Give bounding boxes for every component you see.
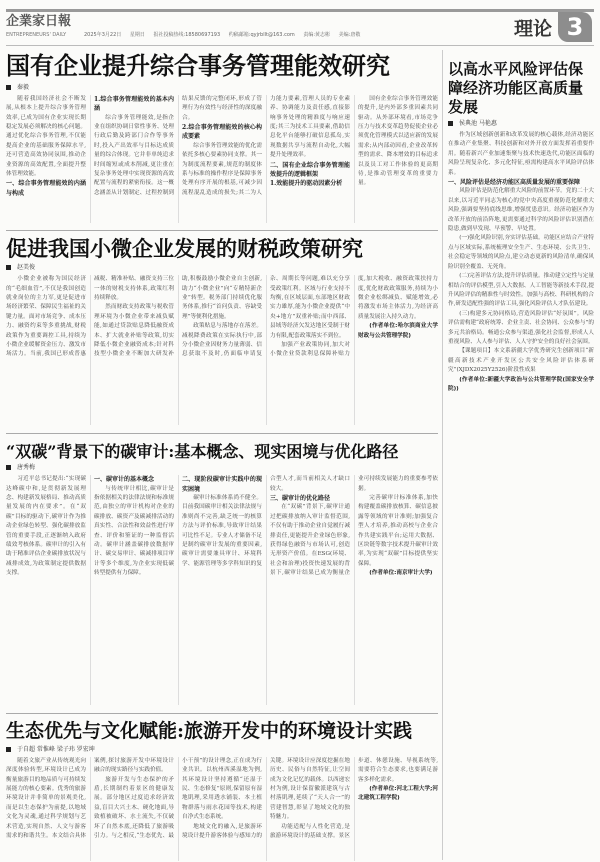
sidebar-article [448,60,594,860]
issue-date: 2025年3月22日 [84,32,122,38]
paragraph: 【课题项目】本文系新疆大学优秀研究生创新项目“新疆高新技术产业开发区公共安全风险评估体系研究”(XJDX2025Y2526)阶段性成果 [448,348,594,374]
article-divider [6,230,438,231]
sidebar-byline [448,120,594,128]
article-body [6,95,438,223]
article-body [6,275,438,425]
header-divider [6,45,594,46]
subheading: 1.综合事务管理能效的基本内涵 [94,95,174,113]
author: 侯典池 马艳惠 [459,120,497,127]
subheading: 1.效能提升的驱动因素分析 [270,180,343,188]
issue-weekday: 星期日 [129,32,145,38]
submission-email: 约稿邮箱:qyjrbllt@163.com [228,32,295,38]
article-byline [6,746,438,754]
paragraph: 地域文化的融入,是旅游环境设计提升游客体验与感知力的关键。环境设计应深度挖掘在地历史、民俗与自然特征,让空间成为文化记忆的载体。以西递宏村为例,设计保留徽派建筑与古村落肌理,延续了“天人合一”的营建智慧,彰显了地域文化的独特魅力。 [182,757,350,840]
article-title: “双碳”背景下的碳审计:基本概念、现实困境与优化路径 [6,442,399,461]
section-title: 理论 [513,18,552,40]
subheading: 二、现阶段碳审计实践中的现实困境 [182,476,262,493]
author: 于自超 常惟峰 梁子玮 罗宏坤 [17,745,95,753]
article-title: 生态优先与文化赋能:旅游开发中的环境设计实践 [6,720,413,742]
paragraph: 国有企业综合事务管理效能的提升,是内外部多重因素共同驱动。从外部环境看,市场竞争压力与技术变革趋势促使企业必须优化管理模式以适应新的发展需求;从内部动因看,企业改革转型的需求、降本增效的目标追求以及员工对工作体验的更高期待,是推动管理变革的重要力量。 [358,95,438,187]
paragraph: 然而财政支持政策与税收管理环境为小微企业带来减负赋能,如通过贷款贴息降低融资成本、扩大就业补贴等政策,切实降低小微企业融资成本;针对科技型小微企业不断加大研发补助,积极鼓励小微企业自主创新,助力“小微企业”向“专精特新企业”转型。税务部门持续优化服务体系,推行“首问负责、容缺受理”等便利化措施。 [94,276,262,358]
paragraph: 与传统审计相比,碳审计是指依据相关的法律法规和标准规范,由独立的审计机构对企业的碳排放、碳资产及碳减排活动的真实性、合法性和效益性进行审查、评价和鉴证的一种监督活动。碳审计涵盖碳排放数据审计、碳交易审计、碳减排项目审计等多个维度,为企业实现低碳转型提供有力保障。 [94,485,174,577]
paragraph: 旅游开发与生态保护的矛盾,长期制约着景区的健康发展。部分地区过度追求经济效益,盲目大兴土木、硬化地面,导致植被破坏、水土流失,不仅破坏了自然本底,还降低了旅游吸引力。与之相反,“生态优先、最小干预”的设计理念,正在成为行业共识。以杭州西溪湿地为例,其环境设计坚持遵循“还湿于民、生态修复”原则,保留原有湿地肌理,采用透水铺装、本土植物群落与雨水花园等技术,构建自净式生态系统。 [94,757,262,840]
sidebar-title: 以高水平风险评估保障经济功能区高质量发展 [448,60,584,116]
paragraph: 随着我国经济社会不断发展,从根本上提升综合事务管理效率,已成为国有企业实现长期稳定发展必须解决的核心问题。通过优化综合事务管理,不仅能提高企业的基础服务保障水平,还可营造高效协同氛围,推动企业资源的高效配置,全面提升整体管理效能。 [6,95,86,178]
masthead-rule [6,9,594,12]
article-2 [6,236,438,430]
subheading: 三、碳审计的优化路径 [270,495,331,502]
article-byline [6,84,438,92]
subheading: 一、碳审计的基本概念 [94,476,155,484]
paragraph: 小微企业被称为国民经济的“毛细血管”,不仅是我国创造就业岗位的主力军,更是促进市场经济繁荣、保障民生福祉的关键力量。面对市场竞争、成本压力、融资约束等多重挑战,财税政策作为重要调控工具,持续为小微企业缓解资金压力、激发市场活力。当前,我国已形成普惠减税、精准补贴、融资支持三位一体的财税支持体系,政策红利持续释放。 [6,276,174,358]
author-affiliation: (作者单位:哈尔滨商业大学财政与公共管理学院) [358,323,438,339]
paragraph: 加强产业政策协同,加大对小微企业贷款利息保障补贴力度,加大税收、融资政策扶持力度,优化财政政策服务,持续为小微企业松绑减负、赋能增效,必将激发市场主体活力,为经济高质量发展注入持久动力。 [270,276,438,358]
paragraph: 完善碳审计标准体系,加快构建覆盖碳排放核算、碳信息披露等领域的审计准则;加强复合型人才培养,推动高校与企业合作共建实践平台;运用大数据、区块链等数字技术提升碳审计效率,为实现“双碳”目标提供坚实保障。 [358,495,438,567]
subheading: 二、国有企业综合事务管理能效提升的逻辑框架 [270,161,350,179]
paragraph: 在“双碳”背景下,碳审计通过把碳排放纳入审计监督范围,不仅有助于推动企业自觉履行减排责任,更能提升企业绿色形象,获得绿色融资与市场认可,创造无形资产价值。在ESG(环境、社会和治理)投资快速发展的背景下,碳审计结果已成为衡量企业可持续发展能力的重要参考依据。 [270,476,438,577]
paragraph: 风险评估是防范化解重大风险的前置环节。党的二十大以来,以习近平同志为核心的党中央高度重视防范化解重大风险,强调要坚持底线思维,增强忧患意识。经济功能区作为改革开放的前沿阵地,更需要通过科学的风险评估识别潜在隐患,做到早发现、早预警、早处置。 [448,188,594,233]
paragraph: 政策贴息与落地存在落差。减税降费政策在实际执行中,部分小微企业因财务力量薄弱、信息获取不及时,仍面临申请复杂、周期长等问题,难以充分享受政策红利。区域与行业支持不均衡,在区域层面,东部地区财政实力雄厚,能为小微企业提供“中央+地方”双重补贴;而中西部、县域等经济欠发达地区受制于财力有限,配套政策落实不到位。 [182,276,350,358]
subheading: 一、风险评估是经济功能区高质量发展的重要保障 [448,179,581,187]
author: 唐秀梅 [17,464,36,472]
paragraph: 习近平总书记提出:“实现碳达峰碳中和,是贯彻新发展理念、构建新发展格局、推动高质量发展的内在要求”。在“双碳”目标的驱动下,碳审计作为推动企业绿色转型、强化碳排放监管的重要手段,正逐渐纳入政府绩效考核体系。碳审计的引入有助于精准评估企业碳排放状况与减排成效,为政策制定提供数据支撑。 [6,476,86,577]
designer: 美编:唐敬 [338,32,361,38]
column-divider [442,50,443,860]
author: 秦毅 [17,83,30,91]
paragraph: (一)强化风险识别,夯实评估基础。功能区应结合产业特点与区域实际,系统梳理安全生产、生态环境、公共卫生、社会稳定等领域的风险点,建立动态更新的风险清单,确保风险识别全覆盖、无死角。 [448,235,594,270]
author-affiliation: (作者单位:新疆大学政治与公共管理学院(国家安全学院)) [448,376,594,392]
paragraph: 功能适配与人性化营造,是旅游环境设计的基础支撑。景区步道、休憩设施、导视系统等,需要符合生态要求,也要满足游客多样化需求。 [270,757,438,840]
article-title: 促进我国小微企业发展的财税政策研究 [6,236,363,261]
paragraph: 综合事务管理能效,是指企业在组织协调日常性事务、处理行政后勤及跨部门合作等事务时,投入产出效率与目标达成质量的综合体现。它并非单纯追求时间缩短或成本削减,更注重在复杂事务处理中实现资源的高效配置与流程的紧密衔接。这一概念涵盖从计划制定、过程控制到结果反馈的完整闭环,形成了管理行为有效性与经济性的深度融合。 [94,95,262,196]
article-3 [6,442,438,710]
article-divider [6,713,438,714]
article-4 [6,720,438,862]
hotline: 报社投稿热线:18580697193 [153,32,221,38]
article-body [6,475,438,705]
paragraph: (三)构建多元协同格局,营造风险评估“好氛围”。风险评估需构建“政府统筹、企业主责、社会协同、公众参与”的多元共治格局。畅通公众参与渠道,强化社会监督,形成人人重视风险、人人参与评估、人人守护安全的良好社会氛围。 [448,310,594,345]
article-byline [6,264,438,272]
author: 赵美俊 [17,264,36,272]
page-number: 3 [558,12,592,42]
article-divider [6,433,438,434]
article-byline [6,464,438,472]
article-title: 国有企业提升综合事务管理能效研究 [6,52,390,80]
sidebar-body [448,131,594,851]
paragraph: 随着文旅产业从传统观光向深度体验转型,环境设计已成为衡量旅游目的地品质与可持续发展能力的核心要素。优秀的旅游环境设计并非简单的景观美化,而是以生态保护为前提,以地域文化为灵魂,通过科学规划与艺术营造,实现自然、人文与游客需求的和谐共生。本文结合具体案例,探讨旅游开发中环境设计融合的现实路径与实践价值。 [6,757,174,840]
paragraph: 碳审计标准体系尚不健全。目前我国碳审计相关法律法规与准则尚不完善,缺乏统一的核算方法与评价标准,导致审计结果可比性不足。专业人才储备不足是制约碳审计发展的重要因素,碳审计需要兼具审计、环境科学、能源管理等多学科知识的复合型人才,而当前相关人才缺口较大。 [182,476,350,567]
article-1 [6,52,438,228]
author-affiliation: (作者单位:河北工程大学;河北建筑工程学院) [358,786,438,802]
newspaper-logo: 企業家日報 [6,14,72,29]
paragraph: 综合事务管理效能的优化需依托多核心要素协同支撑。其一为制度流程要素,规范的制度体系与标准的操作程序是保障事务处理有序开展的根基,可减少因流程混乱造成的损失;其二为人力能力要素,管理人员的专业素养、协调能力及责任感,直接影响事务处理的精准度与响应速度;其三为技术工具要素,借助信息化平台能够打破信息孤岛,实现数据共享与流程自动化,大幅提升处理效率。 [182,95,350,196]
subheading: 一、综合事务管理能效的内涵与构成 [6,180,86,197]
author-affiliation: (作者单位:南京审计大学) [369,570,433,577]
editor: 责编:黄志彬 [303,32,331,38]
newspaper-logo-en: ENTREPRENEURS' DAILY [6,32,67,38]
paragraph: 作为区域创新创新和改革发展的核心载体,经济功能区在推动产业集聚、科技创新和对外开放方面发挥着重要作用。随着新兴产业加速集聚与技术快速迭代,功能区面临的风险呈现复杂化、多元化特征,亟需构建高水平风险评估体系。 [448,132,594,176]
article-body [6,757,438,861]
paragraph: (二)完善评估方法,提升评估质量。推动建立定性与定量相结合的评估模型,引入大数据、人工智能等新技术手段,提升风险评估的精准性与时效性。加强与高校、科研机构的合作,研发适配性强的评估工具,强化风险评估人才队伍建设。 [448,273,594,308]
masthead-meta [84,32,367,38]
subheading: 2.综合事务管理能效的核心构成要素 [182,124,262,141]
